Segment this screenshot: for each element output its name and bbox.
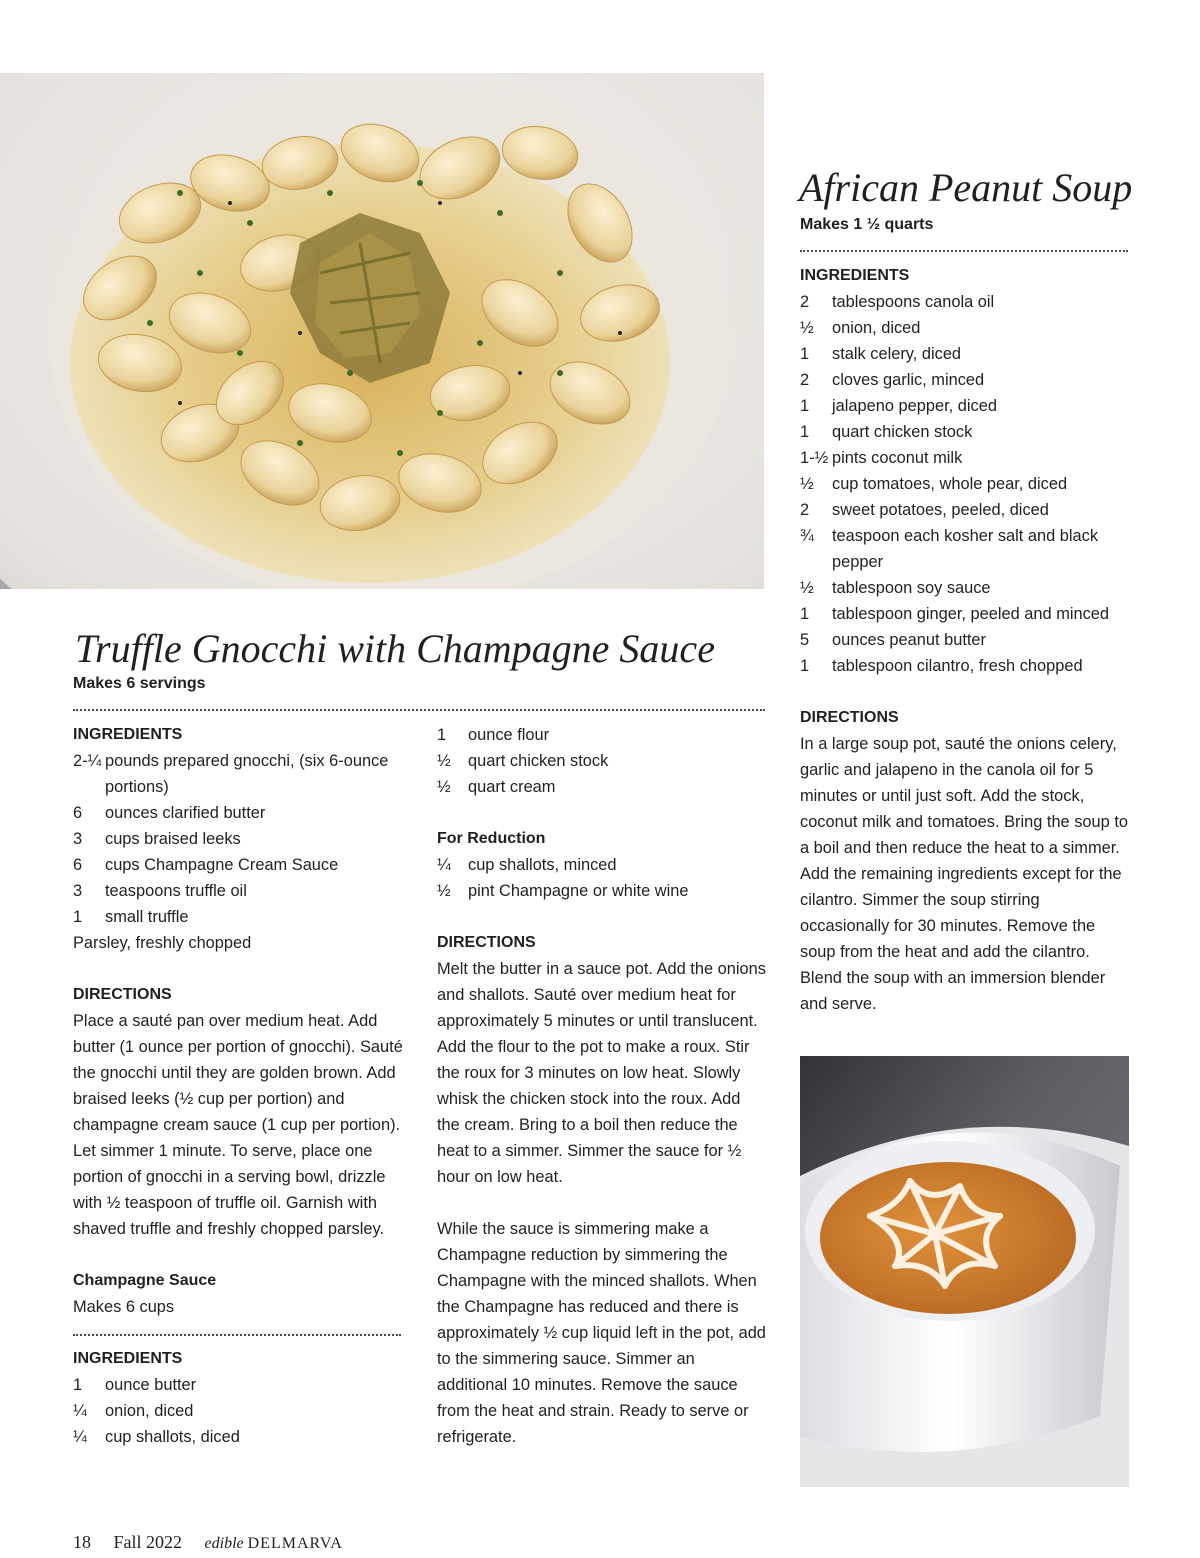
ingredient-row: 3 cups braised leeks: [73, 830, 241, 848]
peanut-directions: In a large soup pot, sauté the onions celery, garlic and jalapeno in the canola oil for 5 minutes or until just soft. Add the stock, coconut milk and tomatoes. Bring the soup to a boil and then reduce the heat to a simmer. Add the remaining ingredients except for the cilantro. Simmer the soup stirring occasionally for 30 minutes. Remove the soup from the heat and add the cilantro. Blend the soup with an immersion blender and serve.: [800, 735, 1128, 1013]
ingredient-row: 2 sweet potatoes, peeled, diced: [800, 501, 1049, 519]
gnocchi-photo: [0, 73, 764, 589]
champagne-sauce-yield: Makes 6 cups: [73, 1298, 175, 1316]
page-number: 18: [73, 1532, 91, 1552]
gnocchi-yield: Makes 6 servings: [73, 675, 206, 692]
ingredient-row: 1 jalapeno pepper, diced: [800, 397, 997, 415]
ingredient-row: ¾ teaspoon each kosher salt and black pepper: [800, 527, 1099, 571]
ingredient-row: 1 stalk celery, diced: [800, 345, 962, 363]
ingredient-row: ½ quart cream: [437, 778, 556, 796]
ingredient-row: 2 cloves garlic, minced: [800, 371, 985, 389]
ingredient-row: 1 tablespoon cilantro, fresh chopped: [800, 657, 1083, 675]
ingredient-row: 5 ounces peanut butter: [800, 631, 987, 649]
gnocchi-illustration: [0, 73, 764, 589]
ingredient-row: 1 tablespoon ginger, peeled and minced: [800, 605, 1110, 623]
peanut-soup-column: [800, 263, 1130, 1017]
peanut-directions-heading: DIRECTIONS: [800, 709, 899, 726]
reduction-heading: For Reduction: [437, 830, 546, 847]
ingredient-row: ¼ cup shallots, minced: [437, 856, 617, 874]
champagne-directions-2: While the sauce is simmering make a Champagne reduction by simmering the Champagne with the minced shallots. When the Champagne has reduced and there is approximately ½ cup liquid left in the pot, add to the simmering sauce. Simmer an additional 10 minutes. Remove the sauce from the heat and strain. Ready to serve or refrigerate.: [437, 1220, 766, 1446]
champagne-sauce-title: Champagne Sauce: [73, 1272, 217, 1289]
ingredient-row: ½ cup tomatoes, whole pear, diced: [800, 475, 1068, 493]
ingredient-row: ½ onion, diced: [800, 319, 921, 337]
soup-photo: [800, 1056, 1129, 1487]
champagne-ingredients-heading: INGREDIENTS: [73, 1350, 183, 1367]
issue-label: Fall 2022: [113, 1532, 183, 1552]
peanut-soup-divider: [800, 250, 1128, 252]
ingredient-row: 2 tablespoons canola oil: [800, 293, 995, 311]
champagne-directions-heading: DIRECTIONS: [437, 934, 536, 951]
ingredient-row: 2-¼ pounds prepared gnocchi, (six 6-ounce portions): [73, 752, 389, 796]
gnocchi-ingredients-heading: INGREDIENTS: [73, 726, 183, 743]
ingredient-row: ½ pint Champagne or white wine: [437, 882, 689, 900]
ingredient-row: ½ tablespoon soy sauce: [800, 579, 991, 597]
gnocchi-column: [73, 722, 403, 1450]
gnocchi-garnish: Parsley, freshly chopped: [73, 934, 252, 952]
peanut-soup-yield: Makes 1 ½ quarts: [800, 216, 934, 233]
brand-edible: edible: [204, 1535, 244, 1552]
peanut-ingredients-heading: INGREDIENTS: [800, 267, 910, 284]
soup-illustration: [800, 1056, 1129, 1487]
brand-delmarva: DELMARVA: [247, 1535, 343, 1552]
ingredient-row: 1 small truffle: [73, 908, 189, 926]
page-footer: [73, 1530, 361, 1556]
ingredient-row: 3 teaspoons truffle oil: [73, 882, 247, 900]
gnocchi-directions: Place a sauté pan over medium heat. Add butter (1 ounce per portion of gnocchi). Sauté the gnocchi until they are golden brown. Add braised leeks (½ cup per portion) and champagne cream sauce (1 cup per portion). Let simmer 1 minute. To serve, place one portion of gnocchi in a serving bowl, drizzle with ½ teaspoon of truffle oil. Garnish with shaved truffle and freshly chopped parsley.: [73, 1012, 403, 1238]
champagne-directions-1: Melt the butter in a sauce pot. Add the onions and shallots. Sauté over medium heat for approximately 5 minutes or until translucent. Add the flour to the pot to make a roux. Stir the roux for 3 minutes on low heat. Slowly whisk the chicken stock into the roux. Add the cream. Bring to a boil then reduce the heat to a simmer. Simmer the sauce for ½ hour on low heat.: [437, 960, 766, 1186]
champagne-sauce-divider: [73, 1334, 401, 1336]
ingredient-row: ¼ cup shallots, diced: [73, 1428, 240, 1446]
ingredient-row: 1 quart chicken stock: [800, 423, 973, 441]
ingredient-row: ½ quart chicken stock: [437, 752, 609, 770]
ingredient-row: 6 ounces clarified butter: [73, 804, 266, 822]
gnocchi-title: Truffle Gnocchi with Champagne Sauce: [75, 626, 715, 671]
peanut-soup-title: African Peanut Soup: [799, 165, 1133, 210]
gnocchi-directions-heading: DIRECTIONS: [73, 986, 172, 1003]
ingredient-row: 1-½ pints coconut milk: [800, 449, 963, 467]
champagne-sauce-column: [437, 722, 767, 1450]
gnocchi-divider: [73, 709, 765, 711]
ingredient-row: 1 ounce butter: [73, 1376, 197, 1394]
ingredient-row: 1 ounce flour: [437, 726, 550, 744]
ingredient-row: 6 cups Champagne Cream Sauce: [73, 856, 339, 874]
ingredient-row: ¼ onion, diced: [73, 1402, 194, 1420]
